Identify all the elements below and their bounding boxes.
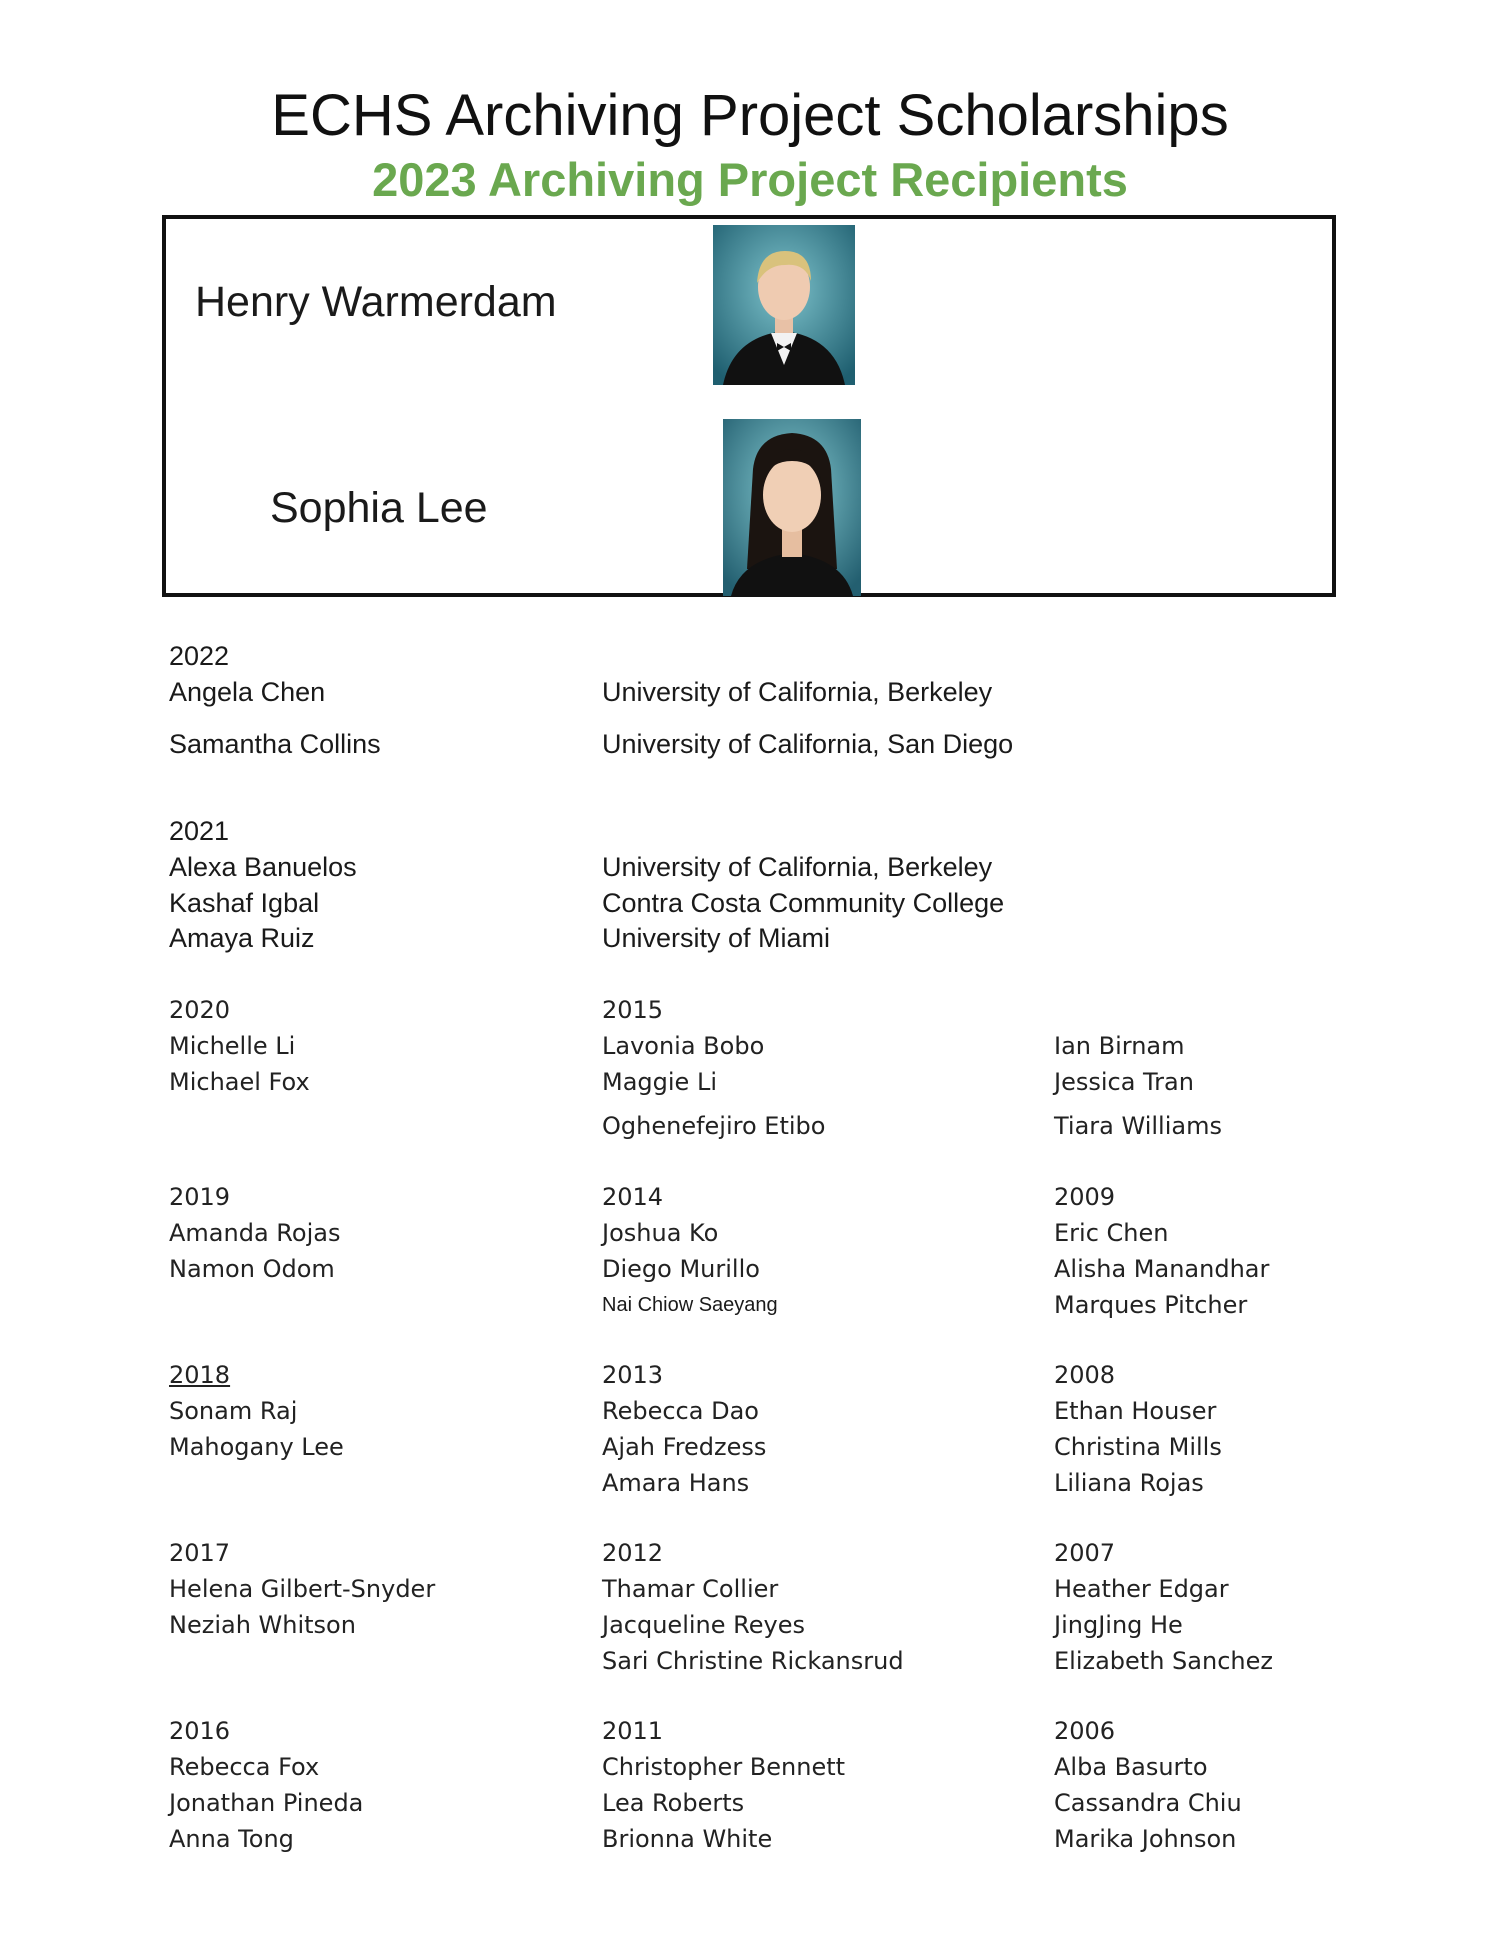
scholar-name: Liliana Rojas: [1054, 1469, 1204, 1497]
scholar-name: Nai Chiow Saeyang: [602, 1294, 778, 1316]
page-title: ECHS Archiving Project Scholarships: [271, 83, 1229, 148]
scholar-name: Alba Basurto: [1054, 1753, 1208, 1781]
scholar-name: Christopher Bennett: [602, 1753, 846, 1781]
year-heading: 2006: [1054, 1717, 1116, 1745]
scholar-name: Diego Murillo: [602, 1255, 760, 1283]
scholar-name: Amaya Ruiz: [169, 923, 315, 953]
scholar-name: Maggie Li: [602, 1068, 717, 1096]
scholar-name: Lavonia Bobo: [602, 1032, 765, 1060]
scholar-name: Rebecca Fox: [169, 1753, 320, 1781]
scholar-name: Helena Gilbert-Snyder: [169, 1575, 436, 1603]
year-heading: 2018: [169, 1361, 231, 1389]
scholar-school: University of California, San Diego: [602, 729, 1014, 759]
scholar-school: Contra Costa Community College: [602, 888, 1005, 918]
portrait-photo-icon: [723, 419, 861, 596]
year-heading: 2008: [1054, 1361, 1116, 1389]
scholar-name: Ethan Houser: [1054, 1397, 1217, 1425]
scholar-name: Angela Chen: [169, 677, 326, 707]
year-heading: 2022: [169, 641, 230, 671]
scholar-school: University of Miami: [602, 923, 831, 953]
scholar-name: Rebecca Dao: [602, 1397, 759, 1425]
scholar-name: Alexa Banuelos: [169, 852, 357, 882]
scholar-name: Alisha Manandhar: [1054, 1255, 1270, 1283]
year-heading: 2007: [1054, 1539, 1116, 1567]
year-heading: 2009: [1054, 1183, 1116, 1211]
year-heading: 2019: [169, 1183, 231, 1211]
scholar-name: Sari Christine Rickansrud: [602, 1647, 904, 1675]
scholar-name: Marika Johnson: [1054, 1825, 1237, 1853]
scholar-name: Christina Mills: [1054, 1433, 1222, 1461]
year-heading: 2015: [602, 996, 664, 1024]
scholar-name: Neziah Whitson: [169, 1611, 356, 1639]
recipient-name: Sophia Lee: [270, 484, 488, 532]
scholar-name: Ajah Fredzess: [602, 1433, 767, 1461]
scholar-name: Elizabeth Sanchez: [1054, 1647, 1273, 1675]
scholar-school: University of California, Berkeley: [602, 852, 993, 882]
scholar-name: Michael Fox: [169, 1068, 310, 1096]
year-heading: 2013: [602, 1361, 664, 1389]
page-subtitle: 2023 Archiving Project Recipients: [372, 153, 1128, 206]
scholar-name: Michelle Li: [169, 1032, 296, 1060]
scholar-name: Lea Roberts: [602, 1789, 745, 1817]
recipient-name: Henry Warmerdam: [195, 278, 557, 326]
scholar-name: Samantha Collins: [169, 729, 381, 759]
scholar-name: Brionna White: [602, 1825, 773, 1853]
scholar-name: Anna Tong: [169, 1825, 294, 1853]
scholar-name: Namon Odom: [169, 1255, 335, 1283]
scholar-name: Mahogany Lee: [169, 1433, 344, 1461]
scholar-name: JingJing He: [1054, 1611, 1183, 1639]
year-heading: 2020: [169, 996, 231, 1024]
year-heading: 2011: [602, 1717, 664, 1745]
scholar-name: Oghenefejiro Etibo: [602, 1112, 826, 1140]
scholar-name: Heather Edgar: [1054, 1575, 1229, 1603]
portrait-photo-icon: [713, 225, 855, 385]
scholar-name: Cassandra Chiu: [1054, 1789, 1242, 1817]
year-heading: 2016: [169, 1717, 231, 1745]
scholar-name: Jonathan Pineda: [169, 1789, 364, 1817]
scholar-name: Amara Hans: [602, 1469, 750, 1497]
year-heading: 2017: [169, 1539, 231, 1567]
scholar-name: Thamar Collier: [602, 1575, 779, 1603]
scholar-name: Amanda Rojas: [169, 1219, 341, 1247]
scholar-name: Jessica Tran: [1054, 1068, 1194, 1096]
scholar-name: Tiara Williams: [1054, 1112, 1222, 1140]
scholar-name: Kashaf Igbal: [169, 888, 320, 918]
year-heading: 2014: [602, 1183, 664, 1211]
scholar-name: Marques Pitcher: [1054, 1291, 1248, 1319]
year-heading: 2012: [602, 1539, 664, 1567]
recipient-photo: [713, 225, 855, 385]
scholar-school: University of California, Berkeley: [602, 677, 993, 707]
scholar-name: Joshua Ko: [602, 1219, 719, 1247]
year-heading: 2021: [169, 816, 230, 846]
scholar-name: Ian Birnam: [1054, 1032, 1185, 1060]
scholar-name: Jacqueline Reyes: [602, 1611, 805, 1639]
recipient-photo: [723, 419, 861, 596]
scholar-name: Sonam Raj: [169, 1397, 298, 1425]
scholar-name: Eric Chen: [1054, 1219, 1169, 1247]
